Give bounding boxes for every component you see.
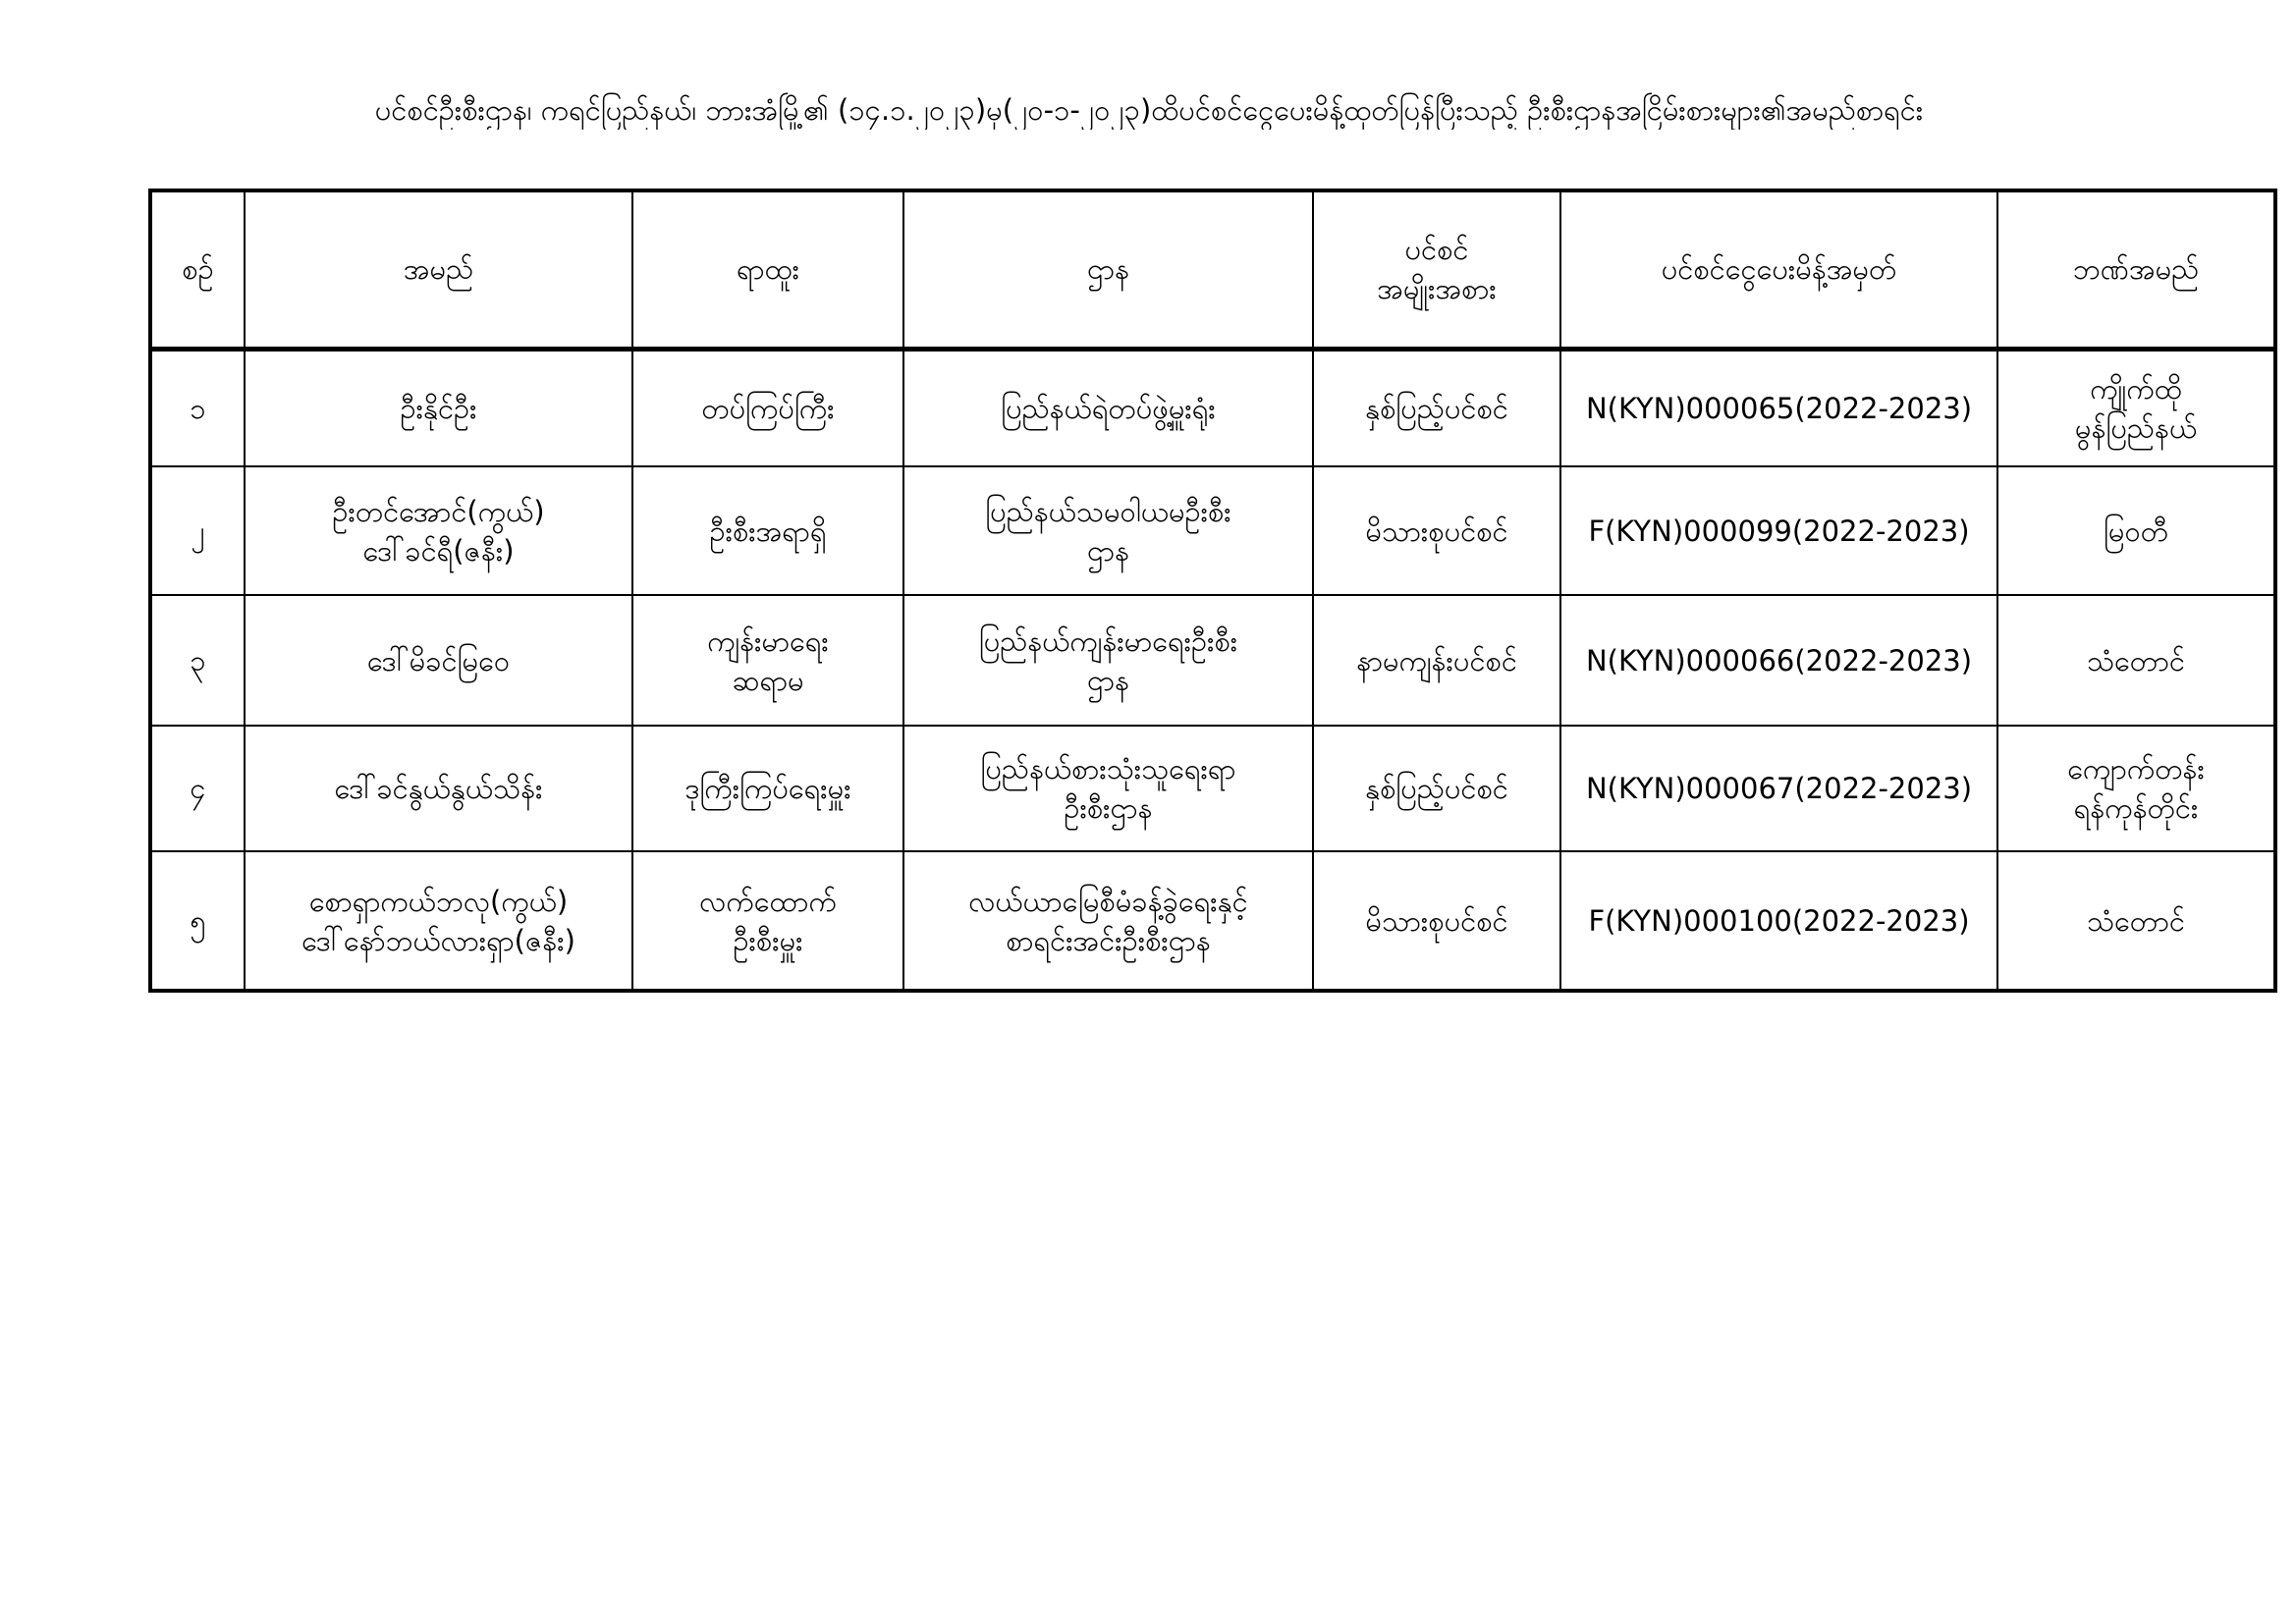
cell-order-no: F(KYN)000100(2022-2023) [1560,851,1997,991]
cell-name-line2: ဒေါ်နော်ဘယ်လားရှာ(ဇနီး) [301,923,575,957]
header-order-no: ပင်စင်ငွေပေးမိန့်အမှတ် [1560,190,1997,349]
header-bank: ဘဏ်အမည် [1997,190,2275,349]
cell-rank-line1: ဦးစီးအရာရှိ [709,514,827,548]
cell-department-line1: ပြည်နယ်စားသုံးသူရေးရာ [980,752,1236,785]
cell-department [903,466,1313,595]
cell-department-line2: စာရင်းအင်းဦးစီးဌာန [1006,923,1211,957]
cell-department-line2: ဦးစီးဌာန [1064,791,1153,825]
cell-pension-type: နှစ်ပြည့်ပင်စင် [1313,349,1560,466]
cell-pension-type: နာမကျန်းပင်စင် [1313,595,1560,726]
cell-department [903,349,1313,466]
cell-rank [632,349,903,466]
header-rank: ရာထူး [632,190,903,349]
cell-name [245,595,632,726]
cell-bank [1997,595,2275,726]
cell-name-line1: စောရှာကယ်ဘလု(ကွယ်) [308,884,569,918]
cell-bank-line2: မွန်ပြည်နယ် [2074,410,2198,445]
cell-bank [1997,851,2275,991]
cell-no: ၁ [150,349,245,466]
cell-rank [632,726,903,851]
cell-bank [1997,349,2275,466]
cell-pension-type: နှစ်ပြည့်ပင်စင် [1313,726,1560,851]
header-no: စဉ် [150,190,245,349]
cell-name [245,726,632,851]
cell-no: ၂ [150,466,245,595]
pensioner-table [148,189,2277,993]
table-row [150,595,2275,726]
cell-bank-line1: သံတောင် [2086,643,2186,677]
cell-department-line1: ပြည်နယ်ရဲတပ်ဖွဲ့မှူးရုံး [1001,391,1216,425]
cell-bank [1997,466,2275,595]
cell-bank-line1: ကျောက်တန်း [2067,752,2205,785]
cell-name [245,851,632,991]
cell-rank-line2: ဦးစီးမှူး [733,923,803,957]
header-pension-type-line1: ပင်စင် [1404,233,1469,267]
cell-department [903,595,1313,726]
cell-name-line1: ဒေါ်ခင်နွယ်နွယ်သိန်း [334,772,543,805]
cell-department [903,726,1313,851]
cell-rank [632,851,903,991]
cell-name-line2: ဒေါ်ခင်ရီ(ဇနီး) [362,533,515,568]
table-row [150,726,2275,851]
cell-order-no: F(KYN)000099(2022-2023) [1560,466,1997,595]
cell-order-no: N(KYN)000065(2022-2023) [1560,349,1997,466]
cell-name [245,349,632,466]
cell-department-line1: လယ်ယာမြေစီမံခန့်ခွဲရေးနှင့် [968,884,1248,918]
cell-pension-type: မိသားစုပင်စင် [1313,466,1560,595]
cell-rank [632,595,903,726]
cell-no: ၃ [150,595,245,726]
header-pension-type [1313,190,1560,349]
cell-rank [632,466,903,595]
cell-bank-line1: မြဝတီ [2104,514,2168,548]
cell-order-no: N(KYN)000067(2022-2023) [1560,726,1997,851]
header-department: ဌာန [903,190,1313,349]
cell-order-no: N(KYN)000066(2022-2023) [1560,595,1997,726]
cell-name-line1: ဦးနိုင်ဦး [400,391,477,425]
cell-no: ၅ [150,851,245,991]
document-title: ပင်စင်ဦးစီးဌာန၊ ကရင်ပြည်နယ်၊ ဘားအံမြို့၏ (၁၄.၁.၂၀၂၃)မှ(၂၀-၁-၂၀၂၃)ထိပင်စင်ငွေပေးမိန့်ထုတ်ပြန်ပြီးသည့် ဦးစီးဌာနအငြိမ်းစားများ၏အမည်စာရင်း [374,93,1924,127]
cell-rank-line1: လက်ထောက် [699,884,837,918]
cell-name-line1: ဦးတင်အောင်(ကွယ်) [332,494,545,528]
cell-department-line2: ဌာန [1086,533,1130,568]
table-row [150,851,2275,991]
cell-department-line1: ပြည်နယ်ကျန်းမာရေးဦးစီး [978,623,1238,658]
cell-pension-type: မိသားစုပင်စင် [1313,851,1560,991]
header-name: အမည် [245,190,632,349]
header-pension-type-line2: အမျိုးအစား [1377,272,1497,306]
cell-bank-line1: ကျိုက်ထို [2090,371,2182,406]
cell-department-line2: ဌာန [1086,663,1130,697]
table-row [150,349,2275,466]
cell-department-line1: ပြည်နယ်သမဝါယမဦးစီး [985,494,1231,528]
cell-rank-line2: ဆရာမ [732,663,804,697]
cell-bank [1997,726,2275,851]
table-header-row [150,190,2275,349]
cell-rank-line1: ကျန်းမာရေး [707,623,829,658]
cell-rank-line1: ဒုကြီးကြပ်ရေးမှူး [684,772,851,805]
cell-department [903,851,1313,991]
table-row [150,466,2275,595]
cell-name [245,466,632,595]
cell-bank-line1: သံတောင် [2086,903,2186,938]
cell-rank-line1: တပ်ကြပ်ကြီး [701,391,835,425]
cell-name-line1: ဒေါ်မိခင်မြဝေ [366,643,511,677]
cell-bank-line2: ရန်ကုန်တိုင်း [2073,791,2199,825]
cell-no: ၄ [150,726,245,851]
